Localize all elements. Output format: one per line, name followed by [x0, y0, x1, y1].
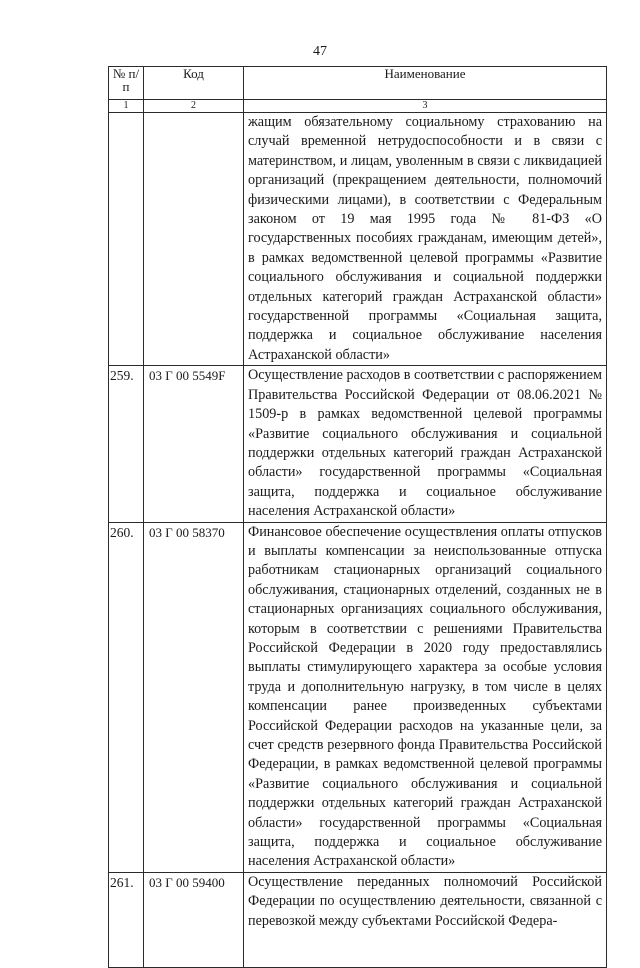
row-code — [144, 113, 244, 366]
row-code: 03 Г 00 59400 — [144, 872, 244, 967]
classification-table — [108, 66, 607, 968]
row-number: 260. — [109, 522, 144, 872]
row-name: Финансовое обеспечение осуществления оплаты отпусков и выплаты компенсации за неиспользованные отпуска работникам стационарных организаций социального обслуживания, стационарных отделений, созданных не в стационарных организациях социального обслуживания, которым в соответствии с решениями Правительства Российской Федерации в 2020 году предоставлялись выплаты стимулирующего характера за особые условия труда и дополнительную нагрузку, в том числе в целях компенсации ранее произведенных субъектами Российской Федерации расходов на указанные цели, за счет средств резервного фонда Правительства Российской Федерации, в рамках ведомственной целевой программы «Развитие социального обслуживания и социальной поддержки отдельных категорий граждан Астраханской области» государственной программы «Социальная защита, поддержка и социальное обслуживание населения Астраханской области» — [244, 522, 607, 872]
row-code: 03 Г 00 5549F — [144, 366, 244, 522]
row-name: жащим обязательному социальному страхованию на случай временной нетрудоспособности и в связи с материнством, и лицам, уволенным в связи с ликвидацией организаций (прекращением деятельности, полномочий физическими лицами), в соответствии с Федеральным законом от 19 мая 1995 года № 81-ФЗ «О государственных пособиях гражданам, имеющим детей», в рамках ведомственной целевой программы «Развитие социального обслуживания и социальной поддержки отдельных категорий граждан Астраханской области» государственной программы «Социальная защита, поддержка и социальное обслуживание населения Астраханской области» — [244, 113, 607, 366]
column-index-row — [109, 100, 607, 113]
row-number: 259. — [109, 366, 144, 522]
row-number: 261. — [109, 872, 144, 967]
row-name — [244, 872, 607, 967]
table-row — [109, 522, 607, 872]
column-index: 1 — [109, 100, 144, 113]
column-index: 3 — [244, 100, 607, 113]
row-name: Осуществление расходов в соответствии с распоряжением Правительства Российской Федерации от 08.06.2021 № 1509-р в рамках ведомственной целевой программы «Развитие социального обслуживания и социальной поддержки отдельных категорий граждан Астраханской области» государственной программы «Социальная защита, поддержка и социальное обслуживание населения Астраханской области» — [244, 366, 607, 522]
table-header-row — [109, 67, 607, 100]
row-number — [109, 113, 144, 366]
page-number: 47 — [313, 44, 327, 59]
column-index: 2 — [144, 100, 244, 113]
header-name: Наименование — [244, 67, 607, 100]
row-name-text: Осуществление переданных полномочий Российской Федерации по осуществлению деятельности, связанной с перевозкой между субъектами Российской Федера- — [248, 873, 602, 929]
header-number: № п/п — [109, 67, 144, 100]
table-row — [109, 113, 607, 366]
table-row — [109, 366, 607, 522]
table-row — [109, 872, 607, 967]
header-code: Код — [144, 67, 244, 100]
row-code: 03 Г 00 58370 — [144, 522, 244, 872]
